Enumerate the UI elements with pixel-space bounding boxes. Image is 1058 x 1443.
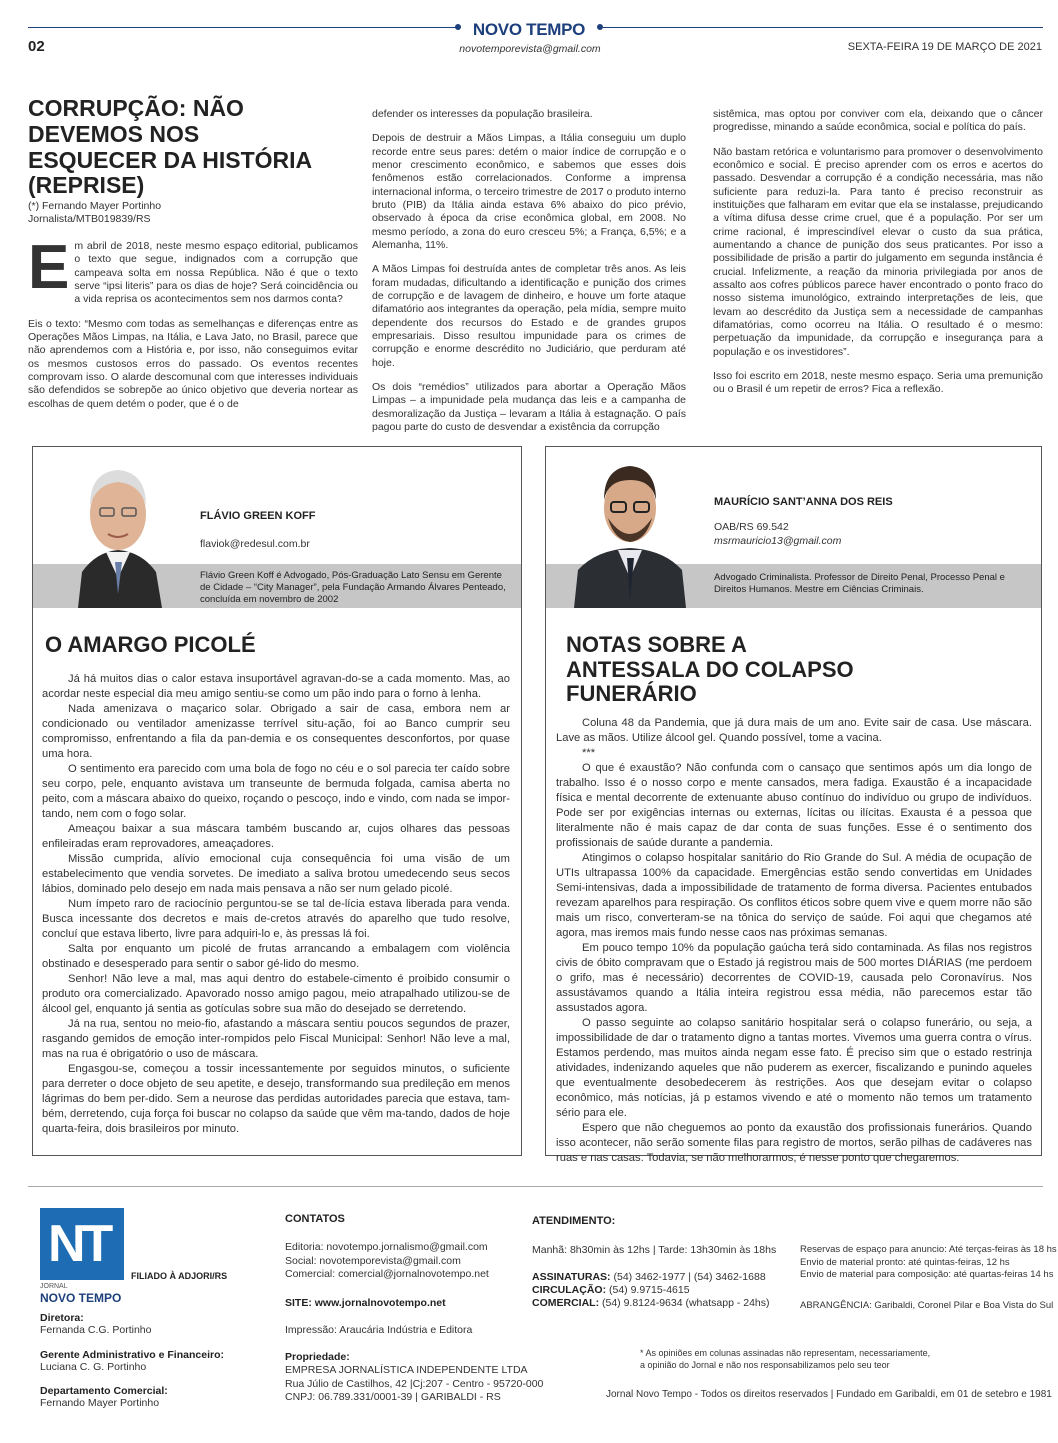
column-paragraph: Coluna 48 da Pandemia, que já dura mais de um ano. Evite sair de casa. Use máscara. Lave as mãos. Utilize álcool gel. Quando possível, tome a vacina. bbox=[556, 717, 1032, 744]
contact-line: Comercial: comercial@jornalnovotempo.net bbox=[285, 1268, 489, 1281]
article-paragraph: m abril de 2018, neste mesmo espaço editorial, publicamos o texto que segue, indignados com a corrupção que campeava solta em nossa República. Não é que o texto serve “ipsi literis” para os dias de hoje? Será coincidência ou a vida reprisa os acontecimentos sem nos darmos conta? bbox=[74, 240, 358, 306]
logo-name: NOVO TEMPO bbox=[40, 1291, 122, 1305]
column-paragraph: Salta por enquanto um picolé de frutas arrancando a embalagem com violência obstinado e desesperado para sentir o sabor gé-lido do mesmo. bbox=[42, 943, 510, 970]
column-title-left: O AMARGO PICOLÉ bbox=[45, 632, 256, 657]
article-paragraph: Não bastam retórica e voluntarismo para promover o desenvolvimento econômico e social. É preciso aprender com os erros e acertos do passado. Desvendar a corrupção é a condição necessária, mas não suficiente para reduzi-la. Para tanto é preciso reconstruir as instituições que falharam em evitar que ela se instalasse, prejudicando a vítima difusa desse crime cruel, que é a população. Por ser um crime racional, é imprescindível elevar o custo da sua prática, aumentando a chance de punição dos seus praticantes. Por isso a possibilidade de prisão a partir do julgamento em segunda instância é crucial. Infelizmente, a reação da minoria privilegiada por anos de assalto aos cofres públicos parece haver encontrado o ponto fraco do nosso sistema imunológico, extraindo interpretações de leis, que levam ao descrédito da Justiça sem a necessidade de campanhas difamatórias, como ocorreu na Itália. O resultado é o mesmo: perpetuação da impunidade, da corrupção e insegurança para a população e os investidores”. bbox=[713, 145, 1043, 358]
columnist-email-right: msrmauricio13@gmail.com bbox=[714, 535, 842, 547]
columnist-oab-right: OAB/RS 69.542 bbox=[714, 521, 789, 533]
service-title: ATENDIMENTO: bbox=[532, 1215, 616, 1227]
disclaimer bbox=[640, 1348, 930, 1371]
commercial-label: COMERCIAL: bbox=[532, 1297, 600, 1310]
deadline-line: Reservas de espaço para anuncio: Até terças-feiras às 18 hs bbox=[800, 1244, 1057, 1255]
article-paragraph: Depois de destruir a Mãos Limpas, a Itália conseguiu um duplo recorde entre seus pares: detém o maior índice de corrupção e o menor crescimento econômico, e sabemos que esses dois fenômenos estão correlacionados. Conforme a imprensa internacional informa, o terceiro trimestre de 2017 o produto interno bruto (PIB) da Itália ainda estava 6% abaixo do pico prévio, observado à época da crise econômica global, em 2008. No mesmo período, a zona do euro cresceu 5%; a França, 6,5%; e a Alemanha, 11%. bbox=[372, 132, 687, 251]
columnist-name-right: MAURÍCIO SANT’ANNA DOS REIS bbox=[714, 496, 893, 508]
subscriptions-label: ASSINATURAS: bbox=[532, 1271, 611, 1283]
staff-role: Gerente Administrativo e Financeiro: bbox=[40, 1348, 224, 1361]
contact-line: Editoria: novotempo.jornalismo@gmail.com bbox=[285, 1241, 488, 1253]
article-paragraph: Os dois “remédios” utilizados para abortar a Operação Mãos Limpas – a impunidade pela mudança das leis e a campanha de desmoralização da Justiça – levaram a Itália à estagnação. O país pagou parte do custo de desvendar a existência da corrupção bbox=[372, 380, 686, 433]
affiliation-label: FILIADO À ADJORI/RS bbox=[131, 1271, 228, 1281]
article-paragraph: A Mãos Limpas foi destruída antes de completar três anos. As leis foram mudadas, dificultando a identificação e punição dos crimes de corrupção e de lavagem de dinheiro, e houve um forte ataque difamatório aos integrantes da operação, pela mídia, sempre muito dependente dos recursos do Estado e de grandes grupos empresariais. Disso resultou impunidade para os crimes de corrupção e enorme descrédito no Judiciário, que perduram até hoje. bbox=[372, 263, 686, 369]
printing-info: Impressão: Araucária Indústria e Editora bbox=[285, 1324, 473, 1336]
article-author: (*) Fernando Mayer Portinho bbox=[28, 200, 162, 212]
owner-line: Rua Júlio de Castilhos, 42 |Cj:207 - Centro - 95720-000 bbox=[285, 1377, 544, 1390]
subscriptions-phone: (54) 3462-1977 | (54) 3462-1688 bbox=[613, 1271, 766, 1283]
column-paragraph: Missão cumprida, alívio emocional cuja consequência foi uma visão de um estabelecimento que vendia sorvetes. De imediato a saliva brotou umedecendo seus secos lábios, dominado pelo desejo em nada mais pensava a não ser num gelado picolé. bbox=[42, 853, 510, 895]
article-paragraph: Eis o texto: “Mesmo com todas as semelhanças e diferenças entre as Operações Mãos Limpas, na Itália, e Lava Jato, no Brasil, parece que não aprendemos com a História e, por isso, não conseguimos evitar os mesmos custosos erros do passado. Os eventos recentes comprovam isso. O alarde descomunal com que interesses individuais são defendidos se sobrepõe ao único objetivo que deveria nortear as escolhas de quem detém o poder, que é o de bbox=[28, 317, 358, 410]
column-paragraph: Espero que não cheguemos ao ponto da exaustão dos profissionais funerários. Quando isso acontecer, não serão somente filas para registro de mortos, serão pilhas de cadáveres nas ruas e nas casas. Todavia, se não melhorarmos, é nesse ponto que chegaremos. bbox=[556, 1122, 1032, 1164]
column-paragraph: O passo seguinte ao colapso sanitário hospitalar será o colapso funerário, ou seja, a impossibilidade de dar o tratamento digno a tantas mortes. Vivemos uma guerra contra o vírus. Estamos perdendo, mas muitos ainda negam esse fato. É preciso sim que o estado restrinja atividades, indenizando aqueles que não puderem as exercer, fiscalizando e punindo aqueles que eventualmente desobedecerem às restrições. Aos que desejam evitar o colapso econômico, más notícias, já p estamos vivendo e até o momento não temos um tratamento sério para ele. bbox=[556, 1017, 1032, 1119]
article-paragraph: sistêmica, mas optou por conviver com ela, deixando que o câncer progredisse, minando a saúde econômica, social e política do país. bbox=[713, 108, 1043, 134]
column-paragraph: Ameaçou baixar a sua máscara também buscando ar, cujos olhares das pessoas enfileiradas eram reprovadores, ameaçadores. bbox=[42, 823, 510, 850]
owner-line: CNPJ: 06.789.331/0001-39 | GARIBALDI - RS bbox=[285, 1391, 501, 1404]
staff-name: Fernando Mayer Portinho bbox=[40, 1397, 160, 1410]
staff-role: Departamento Comercial: bbox=[40, 1385, 168, 1398]
rights-line: Jornal Novo Tempo - Todos os direitos reservados | Fundado em Garibaldi, em 01 de setebro e 1981 bbox=[606, 1389, 1052, 1400]
article-title: CORRUPÇÃO: NÃO DEVEMOS NOS ESQUECER DA HISTÓRIA (REPRISE) bbox=[28, 95, 312, 199]
owner-line: EMPRESA JORNALÍSTICA INDEPENDENTE LTDA bbox=[285, 1364, 528, 1376]
header-rule-left bbox=[28, 27, 456, 28]
columnist-name-left: FLÁVIO GREEN KOFF bbox=[200, 510, 316, 522]
column-paragraph: Nada amenizava o maçarico solar. Obrigado a sair de casa, embora nem ar condicionado ou ventilador amenizasse terrível situ-ação, foi ao Banco cumprir seu compromisso, enfrentando a fila da pan-demia e os consequentes desconfortos, por quase uma hora. bbox=[42, 703, 510, 760]
staff-role: Diretora: bbox=[40, 1312, 84, 1324]
drop-cap: E bbox=[28, 233, 70, 302]
phone-block bbox=[532, 1271, 770, 1310]
logo-letters: NT bbox=[48, 1215, 110, 1273]
deadline-line: Envio de material para composição: até quartas-feiras 14 hs bbox=[800, 1269, 1054, 1281]
column-paragraph: Engasgou-se, começou a tossir incessantemente por seguidos minutos, o suficiente para derreter o doce objeto de seu apetite, e desejo, transformando sua predileção em menos lágrimas do bem per-dido. Sem a neurose das perdidas autoridades parecia que estava, tam-bém, derretendo, cuja força foi buscar no colapso da saúde que vêm ma-tando, dados de hoje quarta-feira, dois brasileiros por minuto. bbox=[42, 1063, 510, 1135]
column-paragraph: Já na rua, sentou no meio-fio, afastando a máscara sentiu poucos segundos de prazer, rasgando gemidos de emoção inter-rompidos pelo Fiscal Municipal: Senhor! Não leve a mal, mas na rua é obrigatório o uso de máscara. bbox=[42, 1018, 510, 1060]
disclaimer-line: * As opiniões em colunas assinadas não representam, necessariamente, bbox=[640, 1348, 931, 1358]
column-paragraph: Atingimos o colapso hospitalar sanitário do Rio Grande do Sul. A média de ocupação de UTIs ultrapassa 100% da capacidade. Emergências estão sendo convertidas em Unidades Semi-intensivas, dada a impossibilidade de tratamento de forma diversa. Pacientes entubados revezam aparelhos para respiração. Os conflitos éticos sobre quem vive e quem morre não são mais um risco, converteram-se na tônica do serviço de saúde. Foi aqui que chegamos até agora, mas iremos mais fundo nesse caos nas próximas semanas. bbox=[556, 852, 1032, 939]
masthead-email: novotemporevista@gmail.com bbox=[459, 43, 601, 55]
columnist-photo-right bbox=[560, 450, 700, 608]
article-paragraph: Isso foi escrito em 2018, neste mesmo espaço. Seria uma premunição ou o Brasil é um repetir de erros? Fica a reflexão. bbox=[713, 369, 1043, 396]
contact-line: Social: novotemporevista@gmail.com bbox=[285, 1254, 461, 1267]
header-dot-left bbox=[455, 24, 461, 30]
owner-title: Propriedade: bbox=[285, 1351, 350, 1363]
column-paragraph: O que é exaustão? Não confunda com o cansaço que sentimos após um dia longo de trabalho. Isso é o nosso corpo e mente cansados, mera fadiga. Exaustão é a incapacidade física e mental decorrente de extenuante abuso contínuo do indivíduo ou grupo de indivíduos. Pode ser por exigências internas ou externas, lícitas ou ilícitas. Exausta é a pessoa que literalmente não é mais capaz de dar conta de suas funções. Esse é o sentimento dos profissionais de saúde durante a pandemia. bbox=[556, 762, 1032, 849]
footer-divider bbox=[28, 1186, 1043, 1187]
column-paragraph: Em pouco tempo 10% da população gaúcha terá sido contaminada. As filas nos registros civis de óbito compravam que o Estado já registrou mais de 500 mortes DIÁRIAS (me perdoem o grifo, mas é necessário) decorrentes de COVID-19, causada pelo Coronavírus. Nos assustávamos quando a Itália inteira registrou essa média, não parecemos estar tão assustados agora. bbox=[556, 942, 1032, 1014]
header-rule-right bbox=[603, 27, 1043, 28]
service-hours: Manhã: 8h30min às 12hs | Tarde: 13h30min às 18hs bbox=[532, 1244, 777, 1256]
staff-list bbox=[40, 1312, 270, 1411]
issue-date: SEXTA-FEIRA 19 DE MARÇO DE 2021 bbox=[847, 41, 1042, 53]
contacts-title: CONTATOS bbox=[285, 1213, 345, 1225]
article-paragraph: defender os interesses da população brasileira. bbox=[372, 108, 593, 120]
column-body-left bbox=[42, 672, 510, 1137]
column-paragraph: *** bbox=[582, 747, 596, 759]
column-paragraph: Já há muitos dias o calor estava insuportável agravan-do-se a cada momento. Mas, ao acordar neste especial dia meu amigo sentiu-se como um pão indo para o forno à lenha. bbox=[42, 673, 510, 700]
commercial-phone: (54) 9.8124-9634 (whatsapp - 24hs) bbox=[602, 1297, 770, 1310]
columnist-bio-left: Flávio Green Koff é Advogado, Pós-Graduação Lato Sensu em Gerente de Cidade – “City Manager”, pela Fundação Armando Álvares Penteado, concluída em novembro de 2002 bbox=[200, 570, 506, 605]
staff-name: Luciana C. G. Portinho bbox=[40, 1360, 147, 1373]
column-body-right bbox=[556, 716, 1032, 1166]
column-title-right: NOTAS SOBRE A ANTESSALA DO COLAPSO FUNERÁRIO bbox=[566, 632, 854, 707]
column-paragraph: Num ímpeto raro de raciocínio perguntou-se se tal de-lícia estava liberada para venda. Busca incessante dos decretos e mais de-cretos através do aparelho que tudo resolve, concluí que estava liberto, livre para adquiri-lo e, às pressas lá foi. bbox=[42, 898, 510, 940]
masthead-brand: NOVO TEMPO bbox=[472, 20, 586, 39]
column-paragraph: O sentimento era parecido com uma bola de fogo no céu e o sol parecia ter caído sobre seu corpo, pele, enquanto avistava um transeunte de bermuda folgada, camisa aberta no peito, com a máscara abaixo do queixo, roçando o pescoço, indo e vindo, com nada se impor-tando, nem com o fogo solar. bbox=[42, 763, 510, 820]
article-author-role: Jornalista/MTB019839/RS bbox=[28, 213, 151, 225]
staff-name: Fernanda C.G. Portinho bbox=[40, 1324, 152, 1336]
page-number: 02 bbox=[28, 38, 45, 55]
owner-lines bbox=[285, 1364, 543, 1405]
coverage-info: ABRANGÊNCIA: Garibaldi, Coronel Pilar e Boa Vista do Sul bbox=[800, 1300, 1054, 1311]
logo-box bbox=[40, 1208, 124, 1280]
columnist-photo-left bbox=[38, 454, 198, 608]
columnist-bio-right: Advogado Criminalista. Professor de Direito Penal, Processo Penal e Direitos Humanos. Mestre em Ciências Criminais. bbox=[714, 572, 1005, 595]
contacts-list bbox=[285, 1241, 489, 1282]
article-column-3 bbox=[713, 108, 1043, 408]
deadlines-list bbox=[800, 1244, 1057, 1282]
column-paragraph: Senhor! Não leve a mal, mas aqui dentro do estabele-cimento é proibido consumir o produto ora comercializado. Apavorado nosso amigo pagou, meio atrapalhado utilizou-se de álcool gel, enquanto já sentia as gotículas sobre sua mão do desejado se derretendo. bbox=[42, 973, 510, 1015]
deadline-line: Envio de material pronto: até quintas-feiras, 12 hs bbox=[800, 1256, 1010, 1268]
disclaimer-line: a opinião do Jornal e não nos responsabilizamos pelo seu teor bbox=[640, 1359, 890, 1370]
site-url: SITE: www.jornalnovotempo.net bbox=[285, 1297, 446, 1309]
columnist-email-left: flaviok@redesul.com.br bbox=[200, 538, 310, 550]
article-column-1 bbox=[28, 233, 358, 422]
article-column-2 bbox=[372, 108, 686, 445]
circulation-phone: (54) 9.9715-4615 bbox=[609, 1284, 690, 1297]
logo-small-label: JORNAL bbox=[40, 1283, 68, 1290]
circulation-label: CIRCULAÇÃO: bbox=[532, 1284, 607, 1297]
